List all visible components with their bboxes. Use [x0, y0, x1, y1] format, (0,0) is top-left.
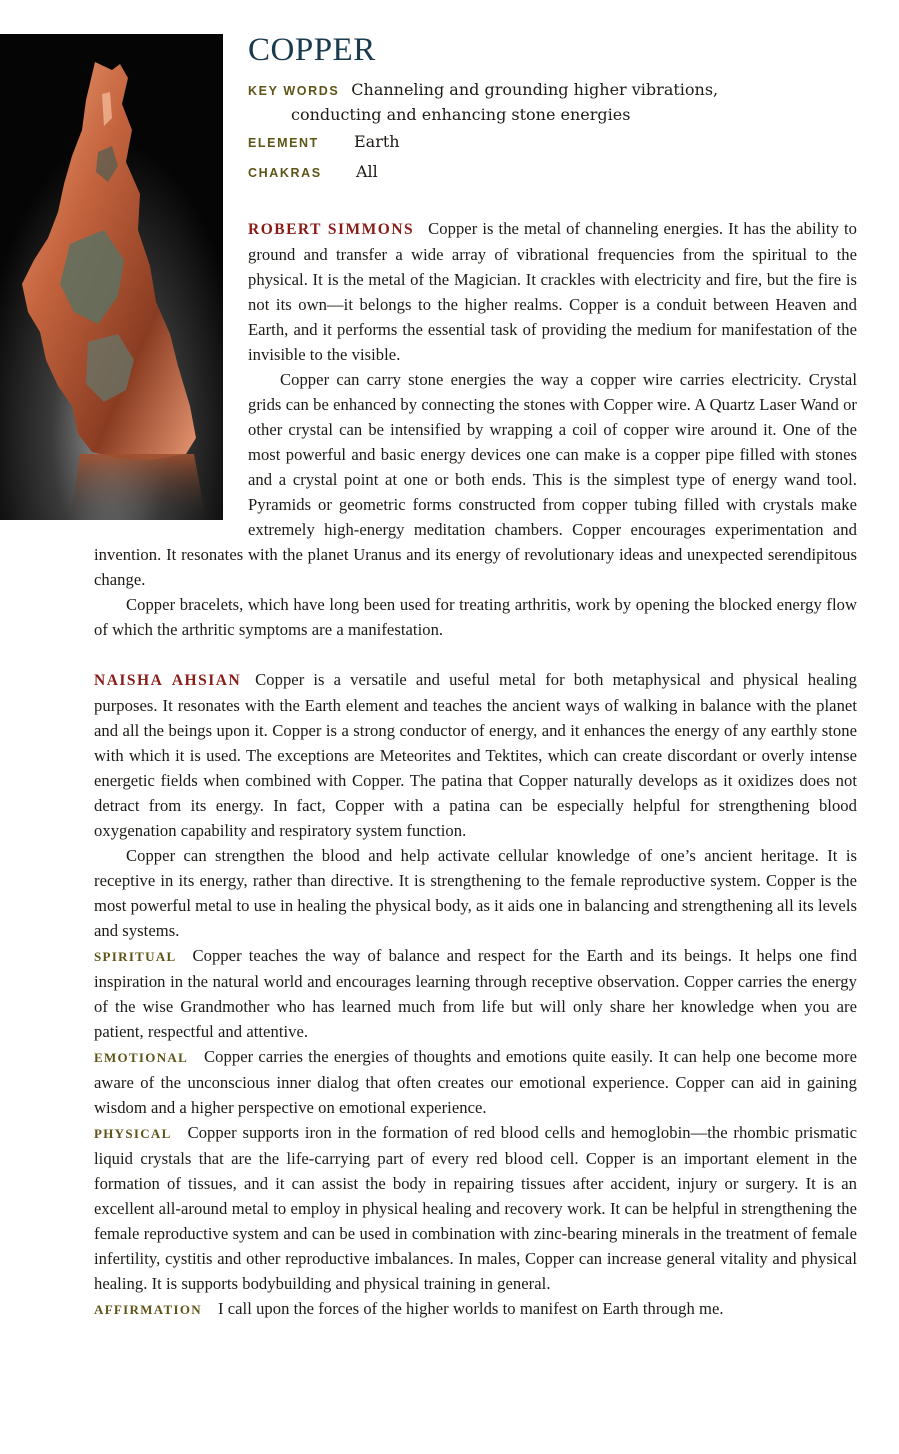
- spiritual-text: Copper teaches the way of balance and respect for the Earth and its beings. It helps one find inspiration in the natural world and encourages learning through receptive observation. Copper carries the energy of the wise Grandmother who has learned much from life but will only share her knowledge when you are patient, respectful and attentive.: [94, 946, 857, 1041]
- affirmation-paragraph: [94, 1296, 857, 1322]
- element-row: [248, 130, 400, 155]
- simmons-p1-text: Copper is the metal of channeling energies. It has the ability to ground and transfer a wide array of vibrational frequencies from the spiritual to the physical. It is the metal of the Magician. It crackles with electricity and fire, but the fire is not its own—it belongs to the higher realms. Copper is a conduit between Heaven and Earth, and it performs the essential task of providing the medium for manifestation of the invisible to the visible.: [248, 219, 857, 364]
- author-naisha-ahsian: NAISHA AHSIAN: [94, 672, 242, 689]
- section-gap: [94, 642, 857, 667]
- ahsian-p1-text: Copper is a versatile and useful metal for both metaphysical and physical healing purposes. It resonates with the Earth element and teaches the ancient ways of walking in balance with the planet and all the beings upon it. Copper is a strong conductor of energy, and it enhances the energy of any earthly stone with which it is used. The exceptions are Meteorites and Tektites, which can create discordant or overly intense energetic fields when combined with Copper. The patina that Copper naturally develops as it oxidizes does not detract from its energy. In fact, Copper with a patina can be especially helpful for strengthening blood oxygenation capability and respiratory system function.: [94, 670, 857, 840]
- spiritual-paragraph: [94, 943, 857, 1044]
- spiritual-label: SPIRITUAL: [94, 949, 177, 964]
- affirmation-text: I call upon the forces of the higher worlds to manifest on Earth through me.: [217, 1299, 724, 1318]
- author-robert-simmons: ROBERT SIMMONS: [248, 221, 415, 238]
- body-text: [94, 216, 857, 1322]
- affirmation-label: AFFIRMATION: [94, 1302, 202, 1317]
- physical-paragraph: [94, 1120, 857, 1296]
- emotional-text: Copper carries the energies of thoughts and emotions quite easily. It can help one become more aware of the unconscious inner dialog that often creates our emotional experience. Copper can aid in gaining wisdom and a higher perspective on emotional experience.: [94, 1047, 857, 1117]
- chakras-label: CHAKRAS: [248, 166, 322, 180]
- key-words-line-1: Channeling and grounding higher vibrations,: [351, 80, 719, 99]
- ahsian-paragraph-1: [94, 667, 857, 843]
- emotional-paragraph: [94, 1044, 857, 1120]
- element-label: ELEMENT: [248, 136, 319, 150]
- physical-label: PHYSICAL: [94, 1126, 172, 1141]
- image-wrap-spacer: [94, 216, 248, 524]
- emotional-label: EMOTIONAL: [94, 1050, 189, 1065]
- key-words-row: [248, 78, 848, 127]
- physical-text: Copper supports iron in the formation of red blood cells and hemoglobin—the rhombic prismatic liquid crystals that are the life-carrying part of every red blood cell. Copper is an important element in the formation of tissues, and it can assist the body in repairing tissues after accident, injury or surgery. It is an excellent all-around metal to employ in physical healing and recovery work. It can be helpful in strengthening the female reproductive system and can be used in combination with zinc-bearing minerals in the treatment of female infertility, cystitis and other reproductive imbalances. In males, Copper can increase general vitality and physical healing. It is supports bodybuilding and physical training in general.: [94, 1123, 857, 1293]
- chakras-row: [248, 160, 378, 185]
- simmons-paragraph-3: Copper bracelets, which have long been used for treating arthritis, work by opening the blocked energy flow of which the arthritic symptoms are a manifestation.: [94, 595, 857, 639]
- chakras-value: All: [356, 162, 378, 181]
- page-title: COPPER: [248, 32, 376, 68]
- simmons-paragraph-2: Copper can carry stone energies the way a copper wire carries electricity. Crystal grids can be enhanced by connecting the stones with Copper wire. A Quartz Laser Wand or other crystal can be intensified by wrapping a coil of copper wire around it. One of the most powerful and basic energy devices one can make is a copper pipe filled with stones and a crystal point at one or both ends. This is the simplest type of energy wand tool. Pyramids or geometric forms constructed from copper tubing filled with crystals make extremely high-energy meditation chambers. Copper encourages experimentation and invention. It resonates with the planet Uranus and its energy of revolutionary ideas and unexpected serendipitous change.: [94, 370, 857, 589]
- key-words-line-2: conducting and enhancing stone energies: [291, 105, 631, 124]
- key-words-label: KEY WORDS: [248, 84, 340, 98]
- element-value: Earth: [354, 132, 400, 151]
- ahsian-paragraph-2: Copper can strengthen the blood and help activate cellular knowledge of one’s ancient heritage. It is receptive in its energy, rather than directive. It is strengthening to the female reproductive system. Copper is the most powerful metal to use in healing the physical body, as it aids one in balancing and strengthening all its levels and systems.: [94, 846, 857, 940]
